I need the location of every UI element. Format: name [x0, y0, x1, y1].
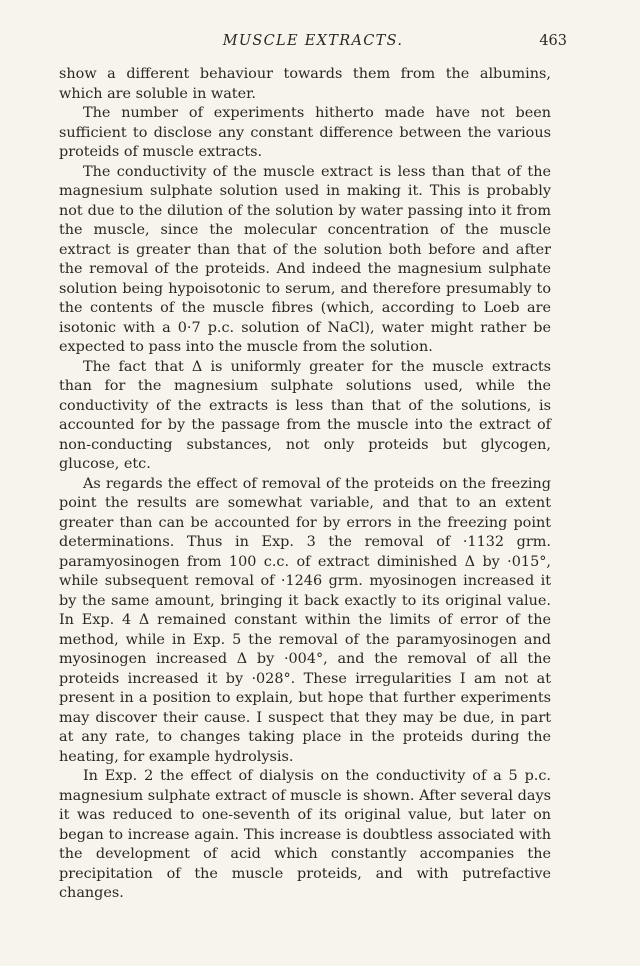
- page-number: 463: [539, 33, 567, 49]
- body-text: [59, 65, 551, 904]
- paragraph: The fact that Δ is uniformly greater for the muscle extracts than for the magnesium sulphate solutions used, while the conductivity of the extracts is less than that of the solutions, is accounted for by the passage from the muscle into the extract of non-conducting substances, not only proteids but glycogen, glucose, etc.: [59, 358, 551, 472]
- paragraph: In Exp. 2 the effect of dialysis on the conductivity of a 5 p.c. magnesium sulphate extract of muscle is shown. After several days it was reduced to one-seventh of its original value, but later on began to increase again. This increase is doubtless associated with the development of acid which constantly accompanies the precipitation of the muscle proteids, and with putrefactive changes.: [59, 768, 551, 901]
- running-title: MUSCLE EXTRACTS.: [222, 33, 404, 49]
- page-header: [59, 33, 567, 57]
- paragraph: As regards the effect of removal of the proteids on the freezing point the results are somewhat variable, and that to an extent greater than can be accounted for by errors in the freezing point determinations. Thus in Exp. 3 the removal of ·1132 grm. paramyosinogen from 100 c.c. of extract diminished Δ by ·015°, while subsequent removal of ·1246 grm. myosinogen increased it by the same amount, bringing it back exactly to its original value. In Exp. 4 Δ remained constant within the limits of error of the method, while in Exp. 5 the removal of the paramyosinogen and myosinogen increased Δ by ·004°, and the removal of all the proteids increased it by ·028°. These irregularities I am not at present in a position to explain, but hope that further experiments may discover their cause. I suspect that they may be due, in part at any rate, to changes taking place in the proteids during the heating, for example hydrolysis.: [59, 475, 551, 765]
- paragraph: The conductivity of the muscle extract is less than that of the magnesium sulphate solution used in making it. This is probably not due to the dilution of the solution by water passing into it from the muscle, since the molecular concentration of the muscle extract is greater than that of the solution both before and after the removal of the proteids. And indeed the magnesium sulphate solution being hypoisotonic to serum, and therefore presumably to the contents of the muscle fibres (which, according to Loeb are isotonic with a 0·7 p.c. solution of NaCl), water might rather be expected to pass into the muscle from the solution.: [59, 163, 551, 355]
- paragraph-continuation: show a different behaviour towards them from the albumins, which are soluble in water.: [59, 66, 551, 102]
- paragraph: The number of experiments hitherto made have not been sufficient to disclose any constant difference between the various proteids of muscle extracts.: [59, 105, 551, 160]
